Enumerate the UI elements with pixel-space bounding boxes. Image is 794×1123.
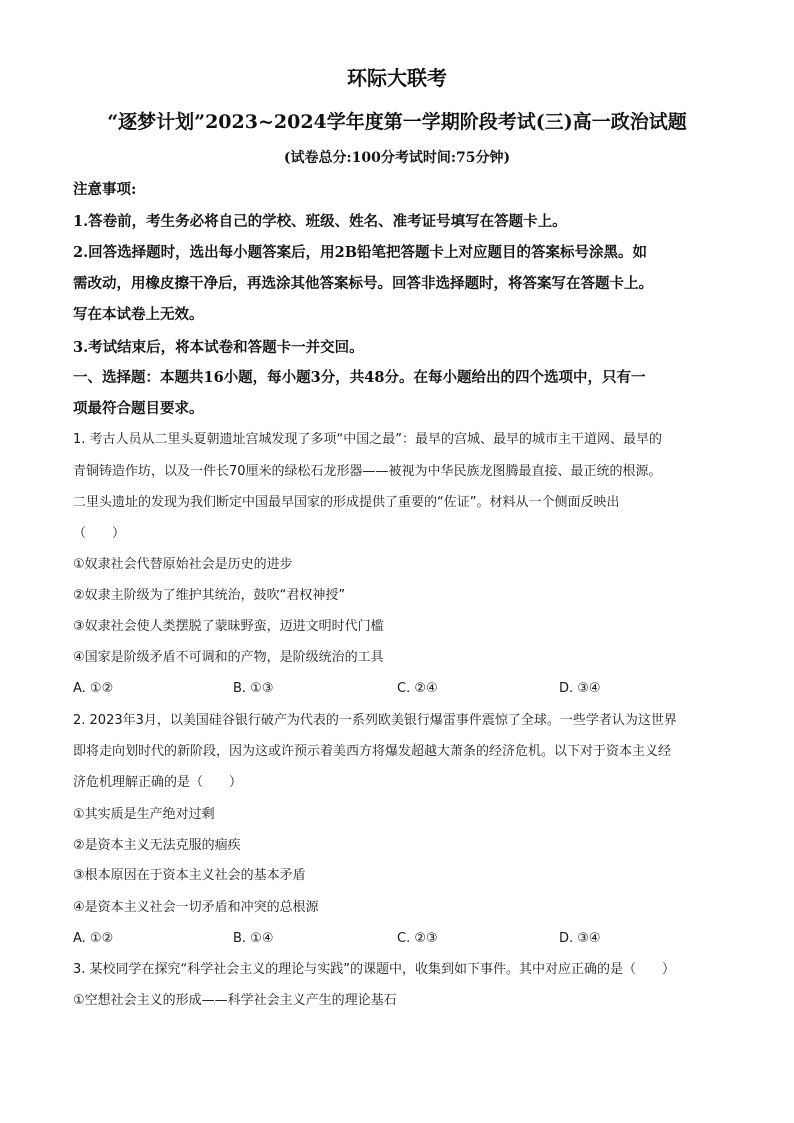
q1-answer-blank: （ ） bbox=[73, 526, 126, 541]
notice-item-3: 3.考试结束后，将本试卷和答题卡一并交回。 bbox=[73, 339, 364, 356]
notice-item-1: 1.答卷前，考生务必将自己的学校、班级、姓名、准考证号填写在答题卡上。 bbox=[73, 213, 567, 230]
q2-options bbox=[73, 929, 733, 949]
q2-option-c: C. ②③ bbox=[397, 931, 438, 946]
exam-paper-title: “逐梦计划”2023~2024学年度第一学期阶段考试(三)高一政治试题 bbox=[107, 111, 687, 133]
q2-option-b: B. ①④ bbox=[233, 931, 274, 946]
q1-option-b: B. ①③ bbox=[233, 681, 274, 696]
q2-stem-line-1: 2. 2023年3月，以美国硅谷银行破产为代表的一系列欧美银行爆雷事件震惊了全球。一些学者认为这世界 bbox=[73, 713, 677, 728]
q1-statement-2: ②奴隶主阶级为了维护其统治，鼓吹“君权神授” bbox=[73, 588, 346, 603]
section-heading-line-1: 一、选择题：本题共16小题，每小题3分，共48分。在每小题给出的四个选项中，只有一 bbox=[73, 369, 646, 386]
q2-statement-3: ③根本原因在于资本主义社会的基本矛盾 bbox=[73, 868, 306, 883]
q2-stem-line-3: 济危机理解正确的是（ ） bbox=[73, 775, 243, 790]
q1-option-c: C. ②④ bbox=[397, 681, 438, 696]
exam-info: (试卷总分:100分考试时间:75分钟) bbox=[283, 150, 511, 166]
notice-item-2-line-3: 写在本试卷上无效。 bbox=[73, 306, 204, 323]
q2-option-a: A. ①② bbox=[73, 931, 114, 946]
q1-stem-line-3: 二里头遗址的发现为我们断定中国最早国家的形成提供了重要的“佐证”。材料从一个侧面反映出 bbox=[73, 495, 620, 510]
q1-stem-line-1: 1. 考古人员从二里头夏朝遗址宫城发现了多项“中国之最”：最早的宫城、最早的城市主干道网、最早的 bbox=[73, 432, 663, 447]
q2-statement-2: ②是资本主义无法克服的痼疾 bbox=[73, 838, 241, 853]
q1-statement-3: ③奴隶社会使人类摆脱了蒙昧野蛮，迈进文明时代门槛 bbox=[73, 619, 384, 634]
q1-statement-1: ①奴隶社会代替原始社会是历史的进步 bbox=[73, 557, 293, 572]
q1-options bbox=[73, 679, 733, 699]
notice-item-2-line-1: 2.回答选择题时，选出每小题答案后，用2B铅笔把答题卡上对应题目的答案标号涂黑。如 bbox=[73, 244, 647, 261]
exam-org-title: 环际大联考 bbox=[347, 66, 447, 90]
q2-statement-1: ①其实质是生产绝对过剩 bbox=[73, 807, 215, 822]
q1-option-d: D. ③④ bbox=[559, 681, 601, 696]
q1-statement-4: ④国家是阶级矛盾不可调和的产物，是阶级统治的工具 bbox=[73, 650, 384, 665]
notice-heading: 注意事项: bbox=[73, 181, 137, 198]
q3-statement-1: ①空想社会主义的形成——科学社会主义产生的理论基石 bbox=[73, 993, 397, 1008]
q1-option-a: A. ①② bbox=[73, 681, 114, 696]
q3-stem-line-1: 3. 某校同学在探究“科学社会主义的理论与实践”的课题中，收集到如下事件。其中对应正确的是（ ） bbox=[73, 962, 676, 977]
q2-statement-4: ④是资本主义社会一切矛盾和冲突的总根源 bbox=[73, 900, 319, 915]
q2-stem-line-2: 即将走向划时代的新阶段，因为这或许预示着美西方将爆发超越大萧条的经济危机。以下对于资本主义经 bbox=[73, 744, 672, 759]
q2-option-d: D. ③④ bbox=[559, 931, 601, 946]
notice-item-2-line-2: 需改动，用橡皮擦干净后，再选涂其他答案标号。回答非选择题时，将答案写在答题卡上。 bbox=[73, 275, 653, 292]
q1-stem-line-2: 青铜铸造作坊，以及一件长70厘米的绿松石龙形器——被视为中华民族龙图腾最直接、最正统的根源。 bbox=[73, 464, 662, 479]
section-heading-line-2: 项最符合题目要求。 bbox=[73, 400, 204, 417]
